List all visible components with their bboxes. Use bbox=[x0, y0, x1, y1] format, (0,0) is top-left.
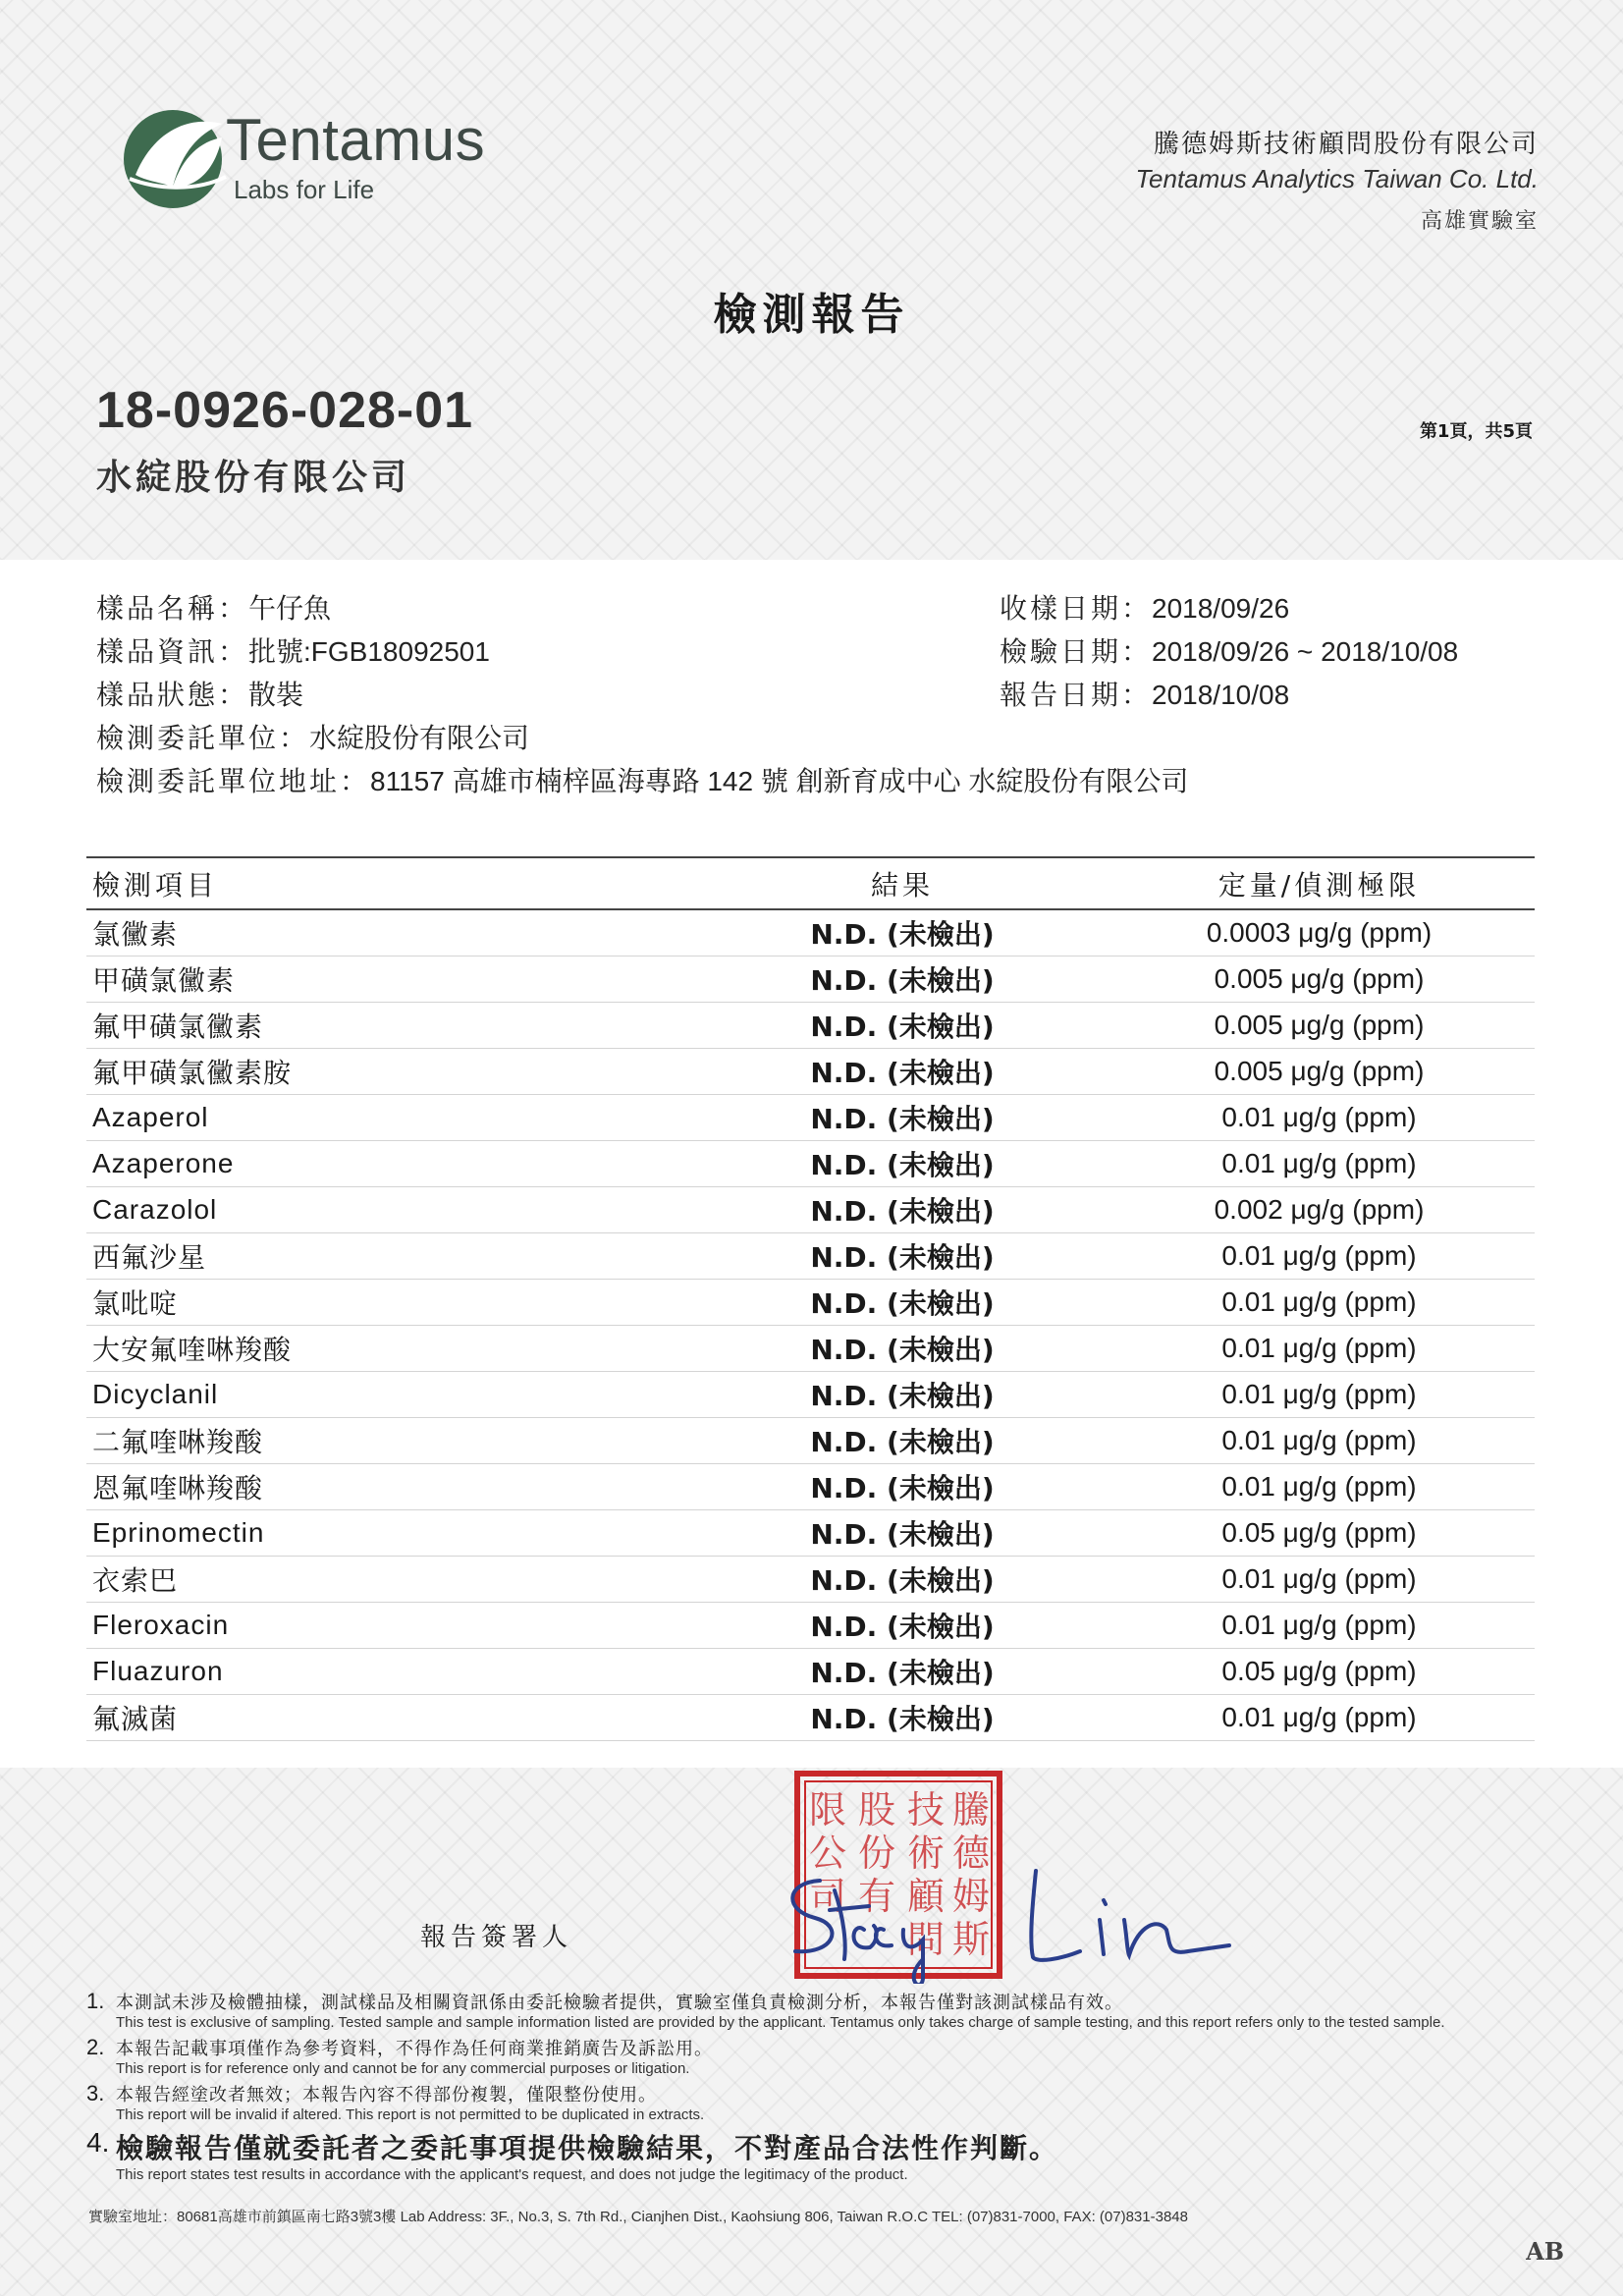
table-row bbox=[86, 1003, 1535, 1049]
header-limit: 定量/偵測極限 bbox=[1217, 869, 1421, 902]
tentamus-logo bbox=[116, 98, 509, 216]
svg-text:有: 有 bbox=[857, 1875, 896, 1918]
table-row bbox=[86, 1464, 1535, 1510]
svg-text:限: 限 bbox=[808, 1788, 847, 1831]
note-4-en: This report states test results in accordance with the applicant's request, and does not judge the legitimacy of the product. bbox=[116, 2166, 908, 2183]
commissioner-value: 水綻股份有限公司 bbox=[309, 722, 530, 754]
header-test-item: 檢測項目 bbox=[92, 870, 219, 901]
test-item-cell: 氟甲磺氯黴素 bbox=[92, 1011, 264, 1042]
note-1 bbox=[86, 1989, 1540, 2031]
svg-text:份: 份 bbox=[857, 1831, 896, 1875]
table-row bbox=[86, 1095, 1535, 1141]
note-3-en: This report will be invalid if altered. This report is not permitted to be duplicated in extracts. bbox=[116, 2106, 705, 2123]
svg-text:姆: 姆 bbox=[951, 1875, 991, 1918]
table-row bbox=[86, 1049, 1535, 1095]
result-cell: N.D. (未檢出) bbox=[810, 964, 995, 997]
signature-handwriting bbox=[776, 1861, 1237, 1984]
sample-state-line bbox=[96, 674, 303, 713]
note-2 bbox=[86, 2035, 1540, 2077]
page-indicator: 第1頁，共5頁 bbox=[1419, 421, 1533, 442]
test-date-value: 2018/09/26 ~ 2018/10/08 bbox=[1152, 636, 1459, 667]
lab-address: 實驗室地址：80681高雄市前鎮區南七路3號3樓 Lab Address: 3F., No.3, S. 7th Rd., Cianjhen Dist., Kaohsiung 806, Taiwan R.O.C TEL: (07)831-7000, FAX: (07)831-3848 bbox=[88, 2209, 1188, 2225]
signer-label: 報告簽署人 bbox=[420, 1923, 573, 1952]
result-cell: N.D. (未檢出) bbox=[810, 1287, 995, 1320]
result-cell: N.D. (未檢出) bbox=[810, 1380, 995, 1412]
commissioner-address-label: 檢測委託單位地址： bbox=[96, 765, 371, 797]
limit-cell: 0.01 μg/g (ppm) bbox=[1221, 1702, 1417, 1732]
commissioner-label: 檢測委託單位： bbox=[96, 722, 310, 754]
test-date-label: 檢驗日期： bbox=[1000, 635, 1153, 668]
sample-info-label: 樣品資訊： bbox=[96, 635, 249, 668]
test-item-cell: Carazolol bbox=[92, 1194, 218, 1225]
report-number: 18-0926-028-01 bbox=[96, 382, 474, 439]
test-item-cell: 氟滅菌 bbox=[92, 1704, 179, 1734]
test-item-cell: Eprinomectin bbox=[92, 1517, 265, 1548]
test-item-cell: 氯吡啶 bbox=[92, 1288, 179, 1319]
limit-cell: 0.05 μg/g (ppm) bbox=[1221, 1656, 1417, 1686]
received-date-label: 收樣日期： bbox=[1000, 592, 1153, 625]
company-lab: 高雄實驗室 bbox=[1420, 209, 1539, 234]
table-row bbox=[86, 1141, 1535, 1187]
received-date-line bbox=[1000, 587, 1289, 627]
note-4 bbox=[86, 2127, 1540, 2183]
test-item-cell: 氯黴素 bbox=[92, 919, 179, 950]
limit-cell: 0.005 μg/g (ppm) bbox=[1214, 1010, 1425, 1040]
report-date-value: 2018/10/08 bbox=[1152, 680, 1290, 710]
limit-cell: 0.01 μg/g (ppm) bbox=[1221, 1148, 1417, 1178]
note-1-number: 1. bbox=[86, 1989, 105, 2013]
note-4-number: 4. bbox=[86, 2127, 110, 2158]
limit-cell: 0.01 μg/g (ppm) bbox=[1221, 1240, 1417, 1271]
svg-text:股: 股 bbox=[857, 1788, 896, 1831]
result-cell: N.D. (未檢出) bbox=[810, 1103, 995, 1135]
result-cell: N.D. (未檢出) bbox=[810, 1657, 995, 1689]
table-row bbox=[86, 910, 1535, 957]
limit-cell: 0.005 μg/g (ppm) bbox=[1214, 963, 1425, 994]
svg-text:公: 公 bbox=[808, 1831, 847, 1875]
svg-text:騰: 騰 bbox=[951, 1788, 991, 1831]
table-row bbox=[86, 1557, 1535, 1603]
result-cell: N.D. (未檢出) bbox=[810, 1703, 995, 1735]
table-row bbox=[86, 1233, 1535, 1280]
table-row bbox=[86, 1187, 1535, 1233]
note-1-en: This test is exclusive of sampling. Tested sample and sample information listed are provided by the applicant. Tentamus only takes charge of sample testing, and this report refers only to the tested sample. bbox=[116, 2014, 1445, 2031]
sample-name-value: 午仔魚 bbox=[248, 592, 332, 625]
sample-info-line bbox=[96, 630, 490, 670]
company-name-en: Tentamus Analytics Taiwan Co. Ltd. bbox=[1135, 164, 1539, 193]
sample-state-value: 散裝 bbox=[248, 679, 304, 711]
table-row bbox=[86, 957, 1535, 1003]
table-top-rule bbox=[86, 856, 1535, 858]
commissioner-address-line bbox=[96, 760, 1188, 799]
result-cell: N.D. (未檢出) bbox=[810, 918, 995, 951]
test-item-cell: 氟甲磺氯黴素胺 bbox=[92, 1058, 293, 1088]
received-date-value: 2018/09/26 bbox=[1152, 593, 1290, 624]
sample-state-label: 樣品狀態： bbox=[96, 679, 249, 711]
table-row bbox=[86, 1372, 1535, 1418]
test-item-cell: Fleroxacin bbox=[92, 1610, 230, 1640]
limit-cell: 0.0003 μg/g (ppm) bbox=[1206, 917, 1433, 948]
limit-cell: 0.01 μg/g (ppm) bbox=[1221, 1425, 1417, 1455]
sample-info-value: 批號:FGB18092501 bbox=[248, 636, 490, 667]
result-cell: N.D. (未檢出) bbox=[810, 1241, 995, 1274]
commissioner-address-value: 81157 高雄市楠梓區海專路 142 號 創新育成中心 水綻股份有限公司 bbox=[370, 766, 1189, 796]
client-name: 水綻股份有限公司 bbox=[96, 458, 411, 498]
corner-mark: AB bbox=[1526, 2237, 1564, 2266]
results-table bbox=[86, 859, 1535, 1741]
limit-cell: 0.002 μg/g (ppm) bbox=[1214, 1194, 1425, 1225]
test-item-cell: Azaperol bbox=[92, 1102, 209, 1132]
result-cell: N.D. (未檢出) bbox=[810, 1011, 995, 1043]
test-item-cell: Dicyclanil bbox=[92, 1379, 219, 1409]
note-1-zh: 本測試未涉及檢體抽樣，測試樣品及相關資訊係由委託檢驗者提供，實驗室僅負責檢測分析，本報告僅對該測試樣品有效。 bbox=[116, 1993, 1123, 2013]
report-date-line bbox=[1000, 674, 1289, 713]
limit-cell: 0.01 μg/g (ppm) bbox=[1221, 1379, 1417, 1409]
result-cell: N.D. (未檢出) bbox=[810, 1149, 995, 1181]
result-cell: N.D. (未檢出) bbox=[810, 1426, 995, 1458]
table-row bbox=[86, 1649, 1535, 1695]
svg-text:斯: 斯 bbox=[951, 1918, 991, 1961]
report-notes bbox=[86, 1989, 1540, 2187]
test-item-cell: 西氟沙星 bbox=[92, 1242, 207, 1273]
note-2-en: This report is for reference only and cannot be for any commercial purposes or litigation. bbox=[116, 2060, 690, 2077]
note-2-zh: 本報告記載事項僅作為參考資料，不得作為任何商業推銷廣告及訴訟用。 bbox=[116, 2039, 713, 2059]
limit-cell: 0.01 μg/g (ppm) bbox=[1221, 1286, 1417, 1317]
limit-cell: 0.01 μg/g (ppm) bbox=[1221, 1563, 1417, 1594]
result-cell: N.D. (未檢出) bbox=[810, 1472, 995, 1504]
test-item-cell: 衣索巴 bbox=[92, 1565, 179, 1596]
test-date-line bbox=[1000, 630, 1458, 670]
leaf-logo-icon bbox=[116, 98, 234, 216]
note-3-number: 3. bbox=[86, 2081, 105, 2105]
company-block bbox=[1136, 124, 1539, 235]
header-result: 結果 bbox=[870, 869, 934, 902]
svg-text:德: 德 bbox=[951, 1831, 991, 1875]
test-item-cell: 恩氟喹啉羧酸 bbox=[92, 1473, 264, 1503]
company-name-zh: 騰德姆斯技術顧問股份有限公司 bbox=[1153, 130, 1539, 159]
note-3-zh: 本報告經塗改者無效；本報告內容不得部份複製，僅限整份使用。 bbox=[116, 2085, 657, 2105]
test-item-cell: 大安氟喹啉羧酸 bbox=[92, 1335, 293, 1365]
limit-cell: 0.05 μg/g (ppm) bbox=[1221, 1517, 1417, 1548]
result-cell: N.D. (未檢出) bbox=[810, 1564, 995, 1597]
result-cell: N.D. (未檢出) bbox=[810, 1334, 995, 1366]
svg-text:司: 司 bbox=[808, 1875, 847, 1918]
sample-name-line bbox=[96, 587, 331, 627]
limit-cell: 0.01 μg/g (ppm) bbox=[1221, 1102, 1417, 1132]
svg-text:術: 術 bbox=[906, 1831, 946, 1875]
svg-text:顧: 顧 bbox=[906, 1875, 946, 1918]
svg-text:技: 技 bbox=[906, 1788, 946, 1831]
report-date-label: 報告日期： bbox=[1000, 679, 1153, 711]
report-title: 檢測報告 bbox=[713, 290, 910, 340]
table-row bbox=[86, 1280, 1535, 1326]
note-2-number: 2. bbox=[86, 2035, 105, 2059]
svg-text:問: 問 bbox=[906, 1918, 946, 1961]
table-row bbox=[86, 1418, 1535, 1464]
table-row bbox=[86, 1695, 1535, 1741]
test-item-cell: Fluazuron bbox=[92, 1656, 224, 1686]
sample-name-label: 樣品名稱： bbox=[96, 592, 249, 625]
test-item-cell: 二氟喹啉羧酸 bbox=[92, 1427, 264, 1457]
note-4-zh: 檢驗報告僅就委託者之委託事項提供檢驗結果，不對產品合法性作判斷。 bbox=[116, 2132, 1059, 2164]
note-3 bbox=[86, 2081, 1540, 2123]
limit-cell: 0.01 μg/g (ppm) bbox=[1221, 1610, 1417, 1640]
result-cell: N.D. (未檢出) bbox=[810, 1057, 995, 1089]
result-cell: N.D. (未檢出) bbox=[810, 1518, 995, 1551]
limit-cell: 0.01 μg/g (ppm) bbox=[1221, 1471, 1417, 1502]
test-item-cell: 甲磺氯黴素 bbox=[92, 965, 236, 996]
commissioner-line bbox=[96, 717, 529, 756]
result-cell: N.D. (未檢出) bbox=[810, 1195, 995, 1228]
limit-cell: 0.01 μg/g (ppm) bbox=[1221, 1333, 1417, 1363]
test-item-cell: Azaperone bbox=[92, 1148, 235, 1178]
limit-cell: 0.005 μg/g (ppm) bbox=[1214, 1056, 1425, 1086]
table-row bbox=[86, 1603, 1535, 1649]
table-row bbox=[86, 1510, 1535, 1557]
table-header-row bbox=[86, 859, 1535, 910]
logo-name: Tentamus bbox=[226, 107, 486, 173]
result-cell: N.D. (未檢出) bbox=[810, 1611, 995, 1643]
table-row bbox=[86, 1326, 1535, 1372]
logo-tagline: Labs for Life bbox=[234, 175, 375, 204]
